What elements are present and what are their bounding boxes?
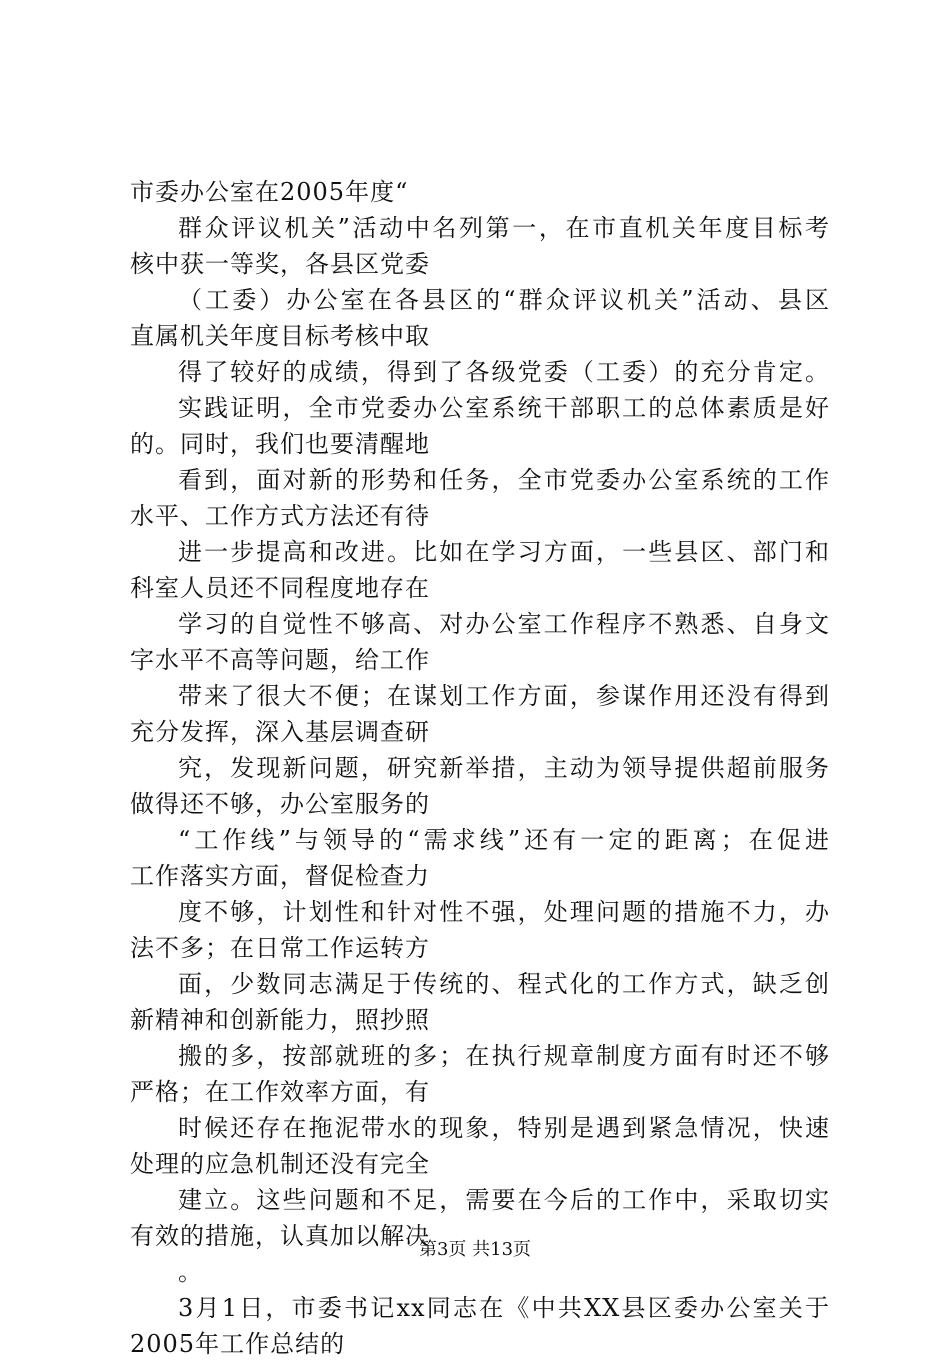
text-line: 的。同时，我们也要清醒地 [130, 430, 430, 458]
text-line: 学习的自觉性不够高、对办公室工作程序不熟悉、自身文 [178, 610, 830, 638]
text-line: （工委）办公室在各县区的“群众评议机关”活动、县区 [178, 286, 830, 314]
text-line: 看到，面对新的形势和任务，全市党委办公室系统的工作 [178, 466, 830, 494]
text-line: 新精神和创新能力，照抄照 [130, 1006, 430, 1034]
text-line: 带来了很大不便；在谋划工作方面，参谋作用还没有得到 [178, 682, 830, 710]
body-text [130, 174, 830, 1362]
text-line: 时候还存在拖泥带水的现象，特别是遇到紧急情况，快速 [178, 1114, 830, 1142]
text-line: 得了较好的成绩，得到了各级党委（工委）的充分肯定。 [178, 358, 830, 386]
text-line: “工作线”与领导的“需求线”还有一定的距离；在促进 [178, 826, 830, 854]
text-line: 字水平不高等问题，给工作 [130, 646, 430, 674]
text-line: 科室人员还不同程度地存在 [130, 574, 430, 602]
text-line: 度不够，计划性和针对性不强，处理问题的措施不力，办 [178, 898, 830, 926]
text-line: 工作落实方面，督促检查力 [130, 862, 430, 890]
text-line: 法不多；在日常工作运转方 [130, 934, 430, 962]
text-line: 面，少数同志满足于传统的、程式化的工作方式，缺乏创 [178, 970, 830, 998]
text-line: 。 [178, 1258, 203, 1286]
text-line: 3月1日，市委书记xx同志在《中共XX县区委办公室关于 [178, 1294, 830, 1322]
text-line: 搬的多，按部就班的多；在执行规章制度方面有时还不够 [178, 1042, 830, 1070]
text-line: 核中获一等奖，各县区党委 [130, 250, 430, 278]
text-line: 直属机关年度目标考核中取 [130, 322, 430, 350]
text-line: 水平、工作方式方法还有待 [130, 502, 430, 530]
text-line: 有效的措施，认真加以解决 [130, 1222, 430, 1250]
text-line: 群众评议机关”活动中名列第一，在市直机关年度目标考 [178, 214, 830, 242]
text-line: 实践证明，全市党委办公室系统干部职工的总体素质是好 [178, 394, 830, 422]
page-number: 第3页 共13页 [418, 1239, 532, 1260]
text-line: 处理的应急机制还没有完全 [130, 1150, 430, 1178]
text-line: 做得还不够，办公室服务的 [130, 790, 430, 818]
text-line: 建立。这些问题和不足，需要在今后的工作中，采取切实 [178, 1186, 830, 1214]
text-line: 究，发现新问题，研究新举措，主动为领导提供超前服务 [178, 754, 830, 782]
text-line: 市委办公室在2005年度“ [130, 178, 409, 206]
text-line: 进一步提高和改进。比如在学习方面，一些县区、部门和 [178, 538, 830, 566]
text-line: 严格；在工作效率方面，有 [130, 1078, 430, 1106]
text-line: 2005年工作总结的 [130, 1330, 346, 1358]
text-line: 充分发挥，深入基层调查研 [130, 718, 430, 746]
